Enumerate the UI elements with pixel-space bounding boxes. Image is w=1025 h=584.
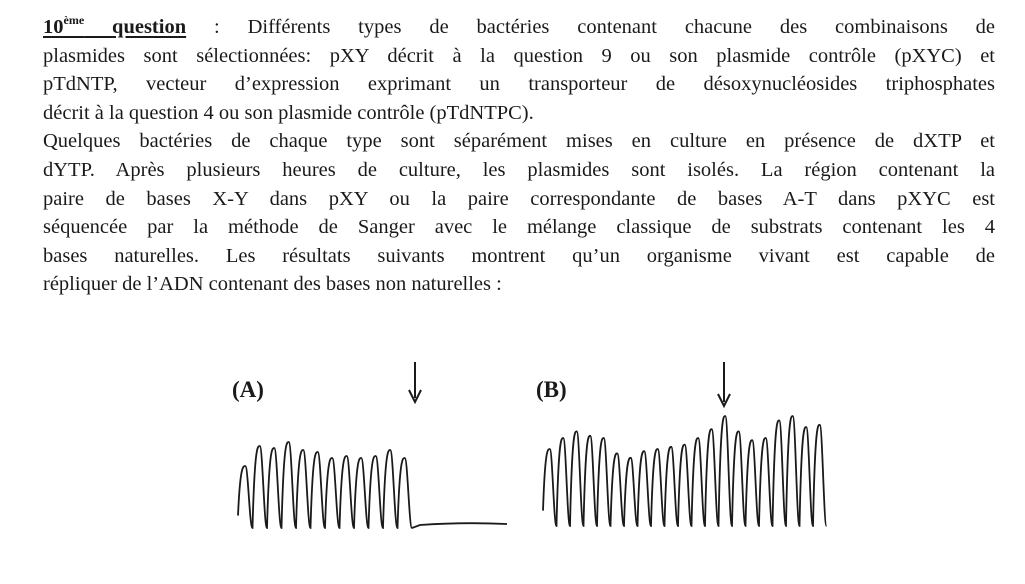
sequencing-figure [0,340,1025,584]
panel-a-label: (A) [232,377,264,402]
question-line-8: séquencée par la méthode de Sanger avec le mélange classique de substrats contenant les 4 [43,216,995,239]
question-line-1 [43,6,995,42]
question-title [43,13,187,38]
chromatogram-traces [0,340,1025,584]
question-line-10: répliquer de l’ADN contenant des bases non naturelles : [43,273,502,296]
arrow-b [718,362,730,406]
question-number: 10 [43,16,64,38]
panel-b-label: (B) [536,377,567,402]
arrow-a [409,362,421,402]
question-line-5: Quelques bactéries de chaque type sont séparément mises en culture en présence de dXTP et [43,130,995,153]
question-text [43,6,995,299]
question-number-suffix: ème [63,13,85,27]
question-line-7: paire de bases X-Y dans pXY ou la paire correspondante de bases A-T dans pXYC est [43,187,995,210]
question-line-1-text: : Différents types de bactéries contenant chacune des combinaisons de [214,16,996,38]
question-title-word: question [112,16,187,38]
trace-a [238,442,507,528]
question-line-3: pTdNTP, vecteur d’expression exprimant un transporteur de désoxynucléosides triphosphates [43,73,995,96]
question-line-6: dYTP. Après plusieurs heures de culture, les plasmides sont isolés. La région contenant la [43,158,995,181]
question-line-4: décrit à la question 4 ou son plasmide contrôle (pTdNTPC). [43,101,534,124]
question-line-2: plasmides sont sélectionnées: pXY décrit à la question 9 ou son plasmide contrôle (pXYC) et [43,44,995,67]
question-line-9: bases naturelles. Les résultats suivants montrent qu’un organisme vivant est capable de [43,244,995,267]
trace-b [543,416,827,526]
